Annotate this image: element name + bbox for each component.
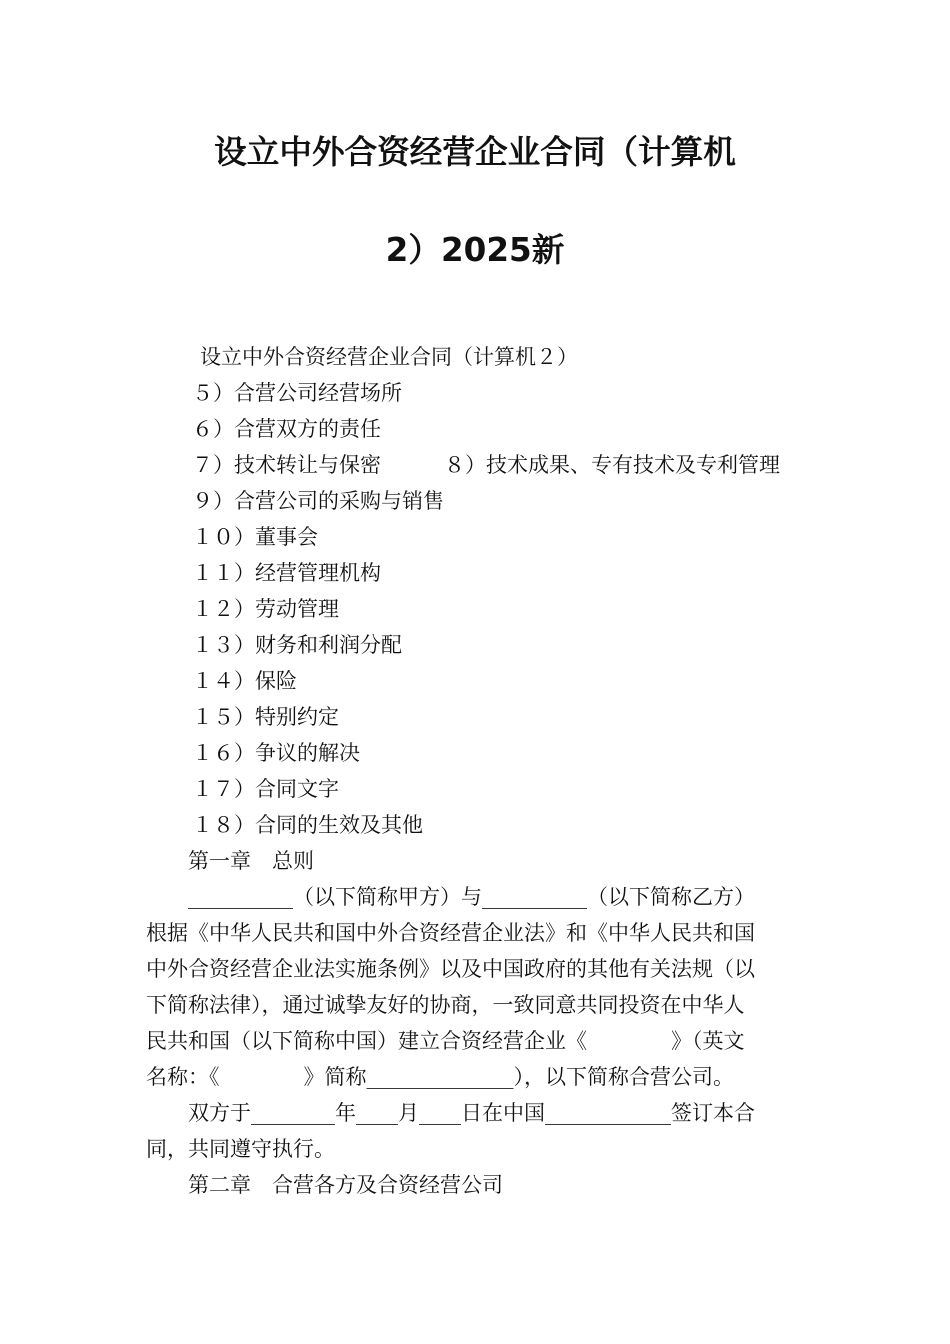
toc-item: ５）合营公司经营场所: [192, 381, 402, 405]
toc-item: １２）劳动管理: [192, 597, 339, 621]
toc-item: １４）保险: [192, 669, 297, 693]
toc-item: ６）合营双方的责任: [192, 417, 381, 441]
document-title-line-1: 设立中外合资经营企业合同（计算机: [214, 133, 736, 171]
toc-item: １５）特别约定: [192, 705, 339, 729]
paragraph-line: 下简称法律），通过诚挚友好的协商，一致同意共同投资在中华人: [146, 993, 745, 1017]
paragraph-line: 双方于________年____月____日在中国____________签订本合: [188, 1101, 755, 1125]
paragraph-line: 名称：《 》简称______________），以下简称合营公司。: [146, 1065, 734, 1089]
toc-item: １８）合同的生效及其他: [192, 813, 423, 837]
toc-item: １１）经营管理机构: [192, 561, 381, 585]
paragraph-line: 同，共同遵守执行。: [146, 1137, 335, 1161]
paragraph-line: 民共和国（以下简称中国）建立合资经营企业《 》（英文: [146, 1029, 745, 1053]
paragraph-line: __________（以下简称甲方）与__________（以下简称乙方）: [188, 885, 755, 909]
toc-item: １７）合同文字: [192, 777, 339, 801]
toc-item: １３）财务和利润分配: [192, 633, 402, 657]
toc-item: １０）董事会: [192, 525, 318, 549]
document-title-line-2: 2）2025新: [385, 231, 565, 269]
toc-item: ７）技术转让与保密 ８）技术成果、专有技术及专利管理: [192, 453, 780, 477]
toc-item: ９）合营公司的采购与销售: [192, 489, 444, 513]
chapter-heading: 第一章 总则: [188, 849, 314, 873]
paragraph-line: 中外合资经营企业法实施条例》以及中国政府的其他有关法规（以: [146, 957, 755, 981]
paragraph-line: 根据《中华人民共和国中外合资经营企业法》和《中华人民共和国: [146, 921, 755, 945]
chapter-heading: 第二章 合营各方及合资经营公司: [188, 1173, 503, 1197]
toc-item: １６）争议的解决: [192, 741, 360, 765]
toc-heading: 设立中外合资经营企业合同（计算机２）: [200, 345, 578, 369]
